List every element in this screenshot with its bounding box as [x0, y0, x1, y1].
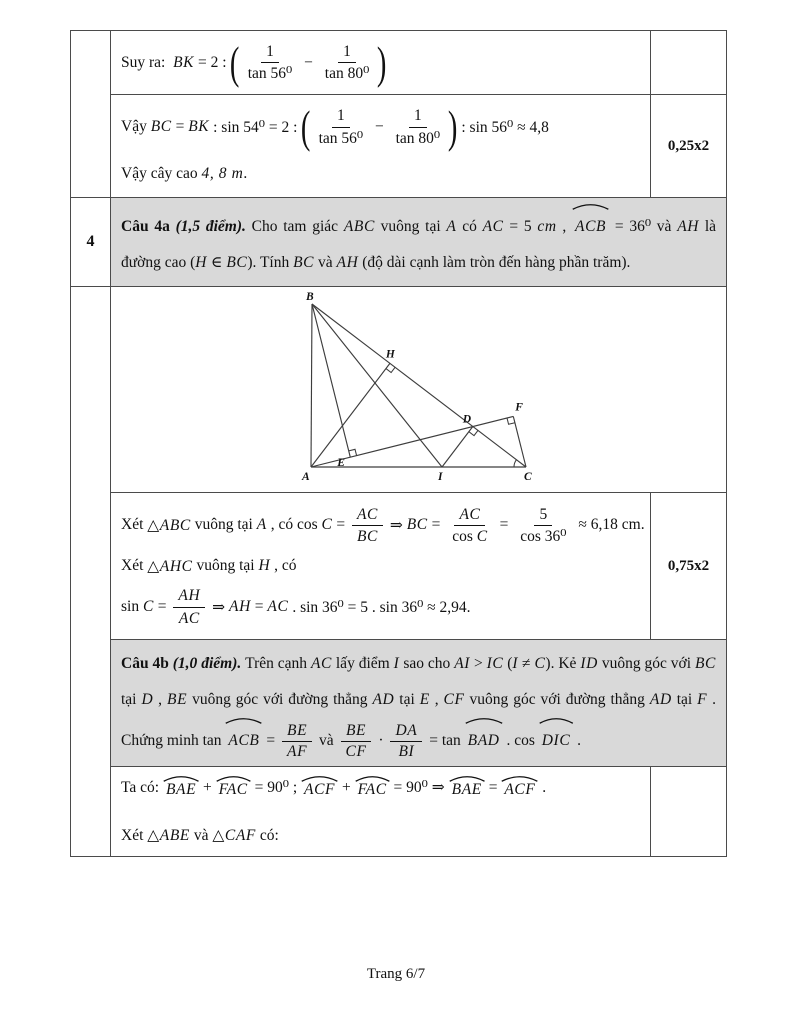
figure-cell	[111, 287, 727, 493]
question-number: 4	[71, 198, 111, 287]
content-cell	[111, 493, 651, 640]
content-cell	[111, 95, 651, 198]
angle-hat: ACB	[572, 204, 609, 245]
angle-hat: FAC	[216, 776, 251, 799]
point-label-B: B	[305, 291, 314, 304]
problem-statement-4a-cell	[111, 198, 727, 287]
fraction: $\frac{1}{\text{tan 80⁰}}$	[395, 107, 441, 147]
right-angle-mark-H	[385, 368, 394, 373]
formula-line: Vậy BC = BK : sin 54⁰ = 2 : ( $\frac{1}{\text{tan 56⁰}}$ − $\frac{1}{\text{tan 80⁰}}$ ) : sin 56⁰ ≈ 4,8	[121, 101, 549, 153]
segment-AB	[311, 304, 312, 467]
statement-paragraph: Câu 4b (1,0 điểm). Trên cạnh AC lấy điểm I sao cho AI > IC (I ≠ C). Kẻ ID vuông góc với BC tại D , BE vuông góc với đường thẳng AD tại E , CF vuông góc với đường thẳng AD tại F . Chứng minh tan ACB = $\frac{BE}{AF}$ và $\frac{BE}{CF}$ · $\frac{DA}{BI}$ = tan BAD . cos DIC .	[121, 655, 717, 760]
fraction: $\frac{AC}{BC}$	[352, 505, 383, 547]
angle-arc-C	[514, 460, 516, 467]
angle-hat: DIC	[539, 718, 574, 759]
table-row	[71, 767, 727, 857]
formula-line: sin C = $\frac{AH}{AC}$ ⇒ AH = AC . sin 36⁰ = 5 . sin 36⁰ ≈ 2,94.	[121, 587, 471, 627]
point-label-E: E	[336, 457, 345, 470]
table-row	[71, 640, 727, 767]
formula-line: Ta có: BAE + FAC = 90⁰ ; ACF + FAC = 90⁰ ⇒ BAE = ACF .	[121, 776, 640, 800]
point-label-H: H	[385, 348, 395, 361]
geometry-figure	[291, 289, 547, 485]
angle-hat: BAD	[465, 718, 503, 759]
segment-BE	[312, 304, 350, 457]
segment-AH	[311, 364, 390, 468]
table-row	[71, 493, 727, 640]
fraction: $\frac{5}{\text{cos 36⁰}}$	[520, 505, 567, 545]
table-row	[71, 31, 727, 95]
angle-hat: BAE	[449, 776, 485, 799]
page-footer: Trang 6/7	[366, 966, 426, 982]
statement-paragraph: Câu 4a (1,5 điểm). Cho tam giác ABC vuông tại A có AC = 5 cm , ACB = 36⁰ và AH là đường cao (H ∈ BC). Tính BC và AH (độ dài cạnh làm tròn đến hàng phần trăm).	[121, 204, 716, 280]
problem-statement-4b-cell	[111, 640, 727, 767]
table-row	[71, 287, 727, 493]
fraction: $\frac{1}{\text{tan 56⁰}}$	[318, 107, 364, 147]
angle-hat: BAE	[163, 776, 199, 799]
formula-line: Vậy cây cao 4, 8 m .	[121, 164, 248, 182]
question-number-cell-empty	[71, 287, 111, 857]
score-cell: 0,75x2	[651, 493, 727, 640]
angle-hat: ACF	[501, 776, 538, 799]
question-number-cell-empty	[71, 31, 111, 198]
segment-BI	[312, 304, 442, 470]
point-label-D: D	[462, 413, 471, 426]
answer-table	[70, 30, 727, 857]
table-row	[71, 198, 727, 287]
formula-line: Xét △AHC vuông tại H , có	[121, 557, 297, 575]
formula-line: Xét △ABE và △CAF có:	[121, 826, 279, 845]
formula-line: Suy ra: BK = 2 : ( $\frac{1}{\text{tan 56⁰}}$ − $\frac{1}{\text{tan 80⁰}}$ )	[121, 36, 387, 88]
fraction: $\frac{DA}{BI}$	[390, 722, 422, 761]
fraction: $\frac{AH}{AC}$	[173, 586, 205, 628]
point-label-A: A	[301, 471, 310, 484]
fraction: $\frac{AC}{\text{cos C}}$	[452, 505, 488, 545]
score-cell: 0,25x2	[651, 95, 727, 198]
content-cell	[111, 31, 651, 95]
angle-hat: ACF	[301, 776, 338, 799]
formula-line: Xét △ABC vuông tại A , có cos C = $\frac{AC}{BC}$ ⇒ BC = $\frac{AC}{\text{cos C}}$ = $\frac{5}{\text{cos 36⁰}}$ ≈ 6,18 cm.	[121, 505, 645, 545]
fraction: $\frac{1}{\text{tan 56⁰}}$	[247, 42, 293, 82]
point-label-I: I	[437, 471, 442, 484]
fraction: $\frac{1}{\text{tan 80⁰}}$	[324, 42, 370, 82]
angle-hat: ACB	[225, 718, 262, 759]
content-cell	[111, 767, 651, 857]
right-angle-mark-D	[468, 431, 477, 436]
fraction: $\frac{BE}{CF}$	[341, 722, 372, 761]
segment-BC	[312, 304, 526, 470]
table-row	[71, 95, 727, 198]
point-label-C: C	[523, 471, 532, 484]
score-cell	[651, 767, 727, 857]
point-label-F: F	[514, 401, 523, 414]
fraction: $\frac{BE}{AF}$	[282, 722, 312, 761]
angle-hat: FAC	[355, 776, 390, 799]
score-cell	[651, 31, 727, 95]
